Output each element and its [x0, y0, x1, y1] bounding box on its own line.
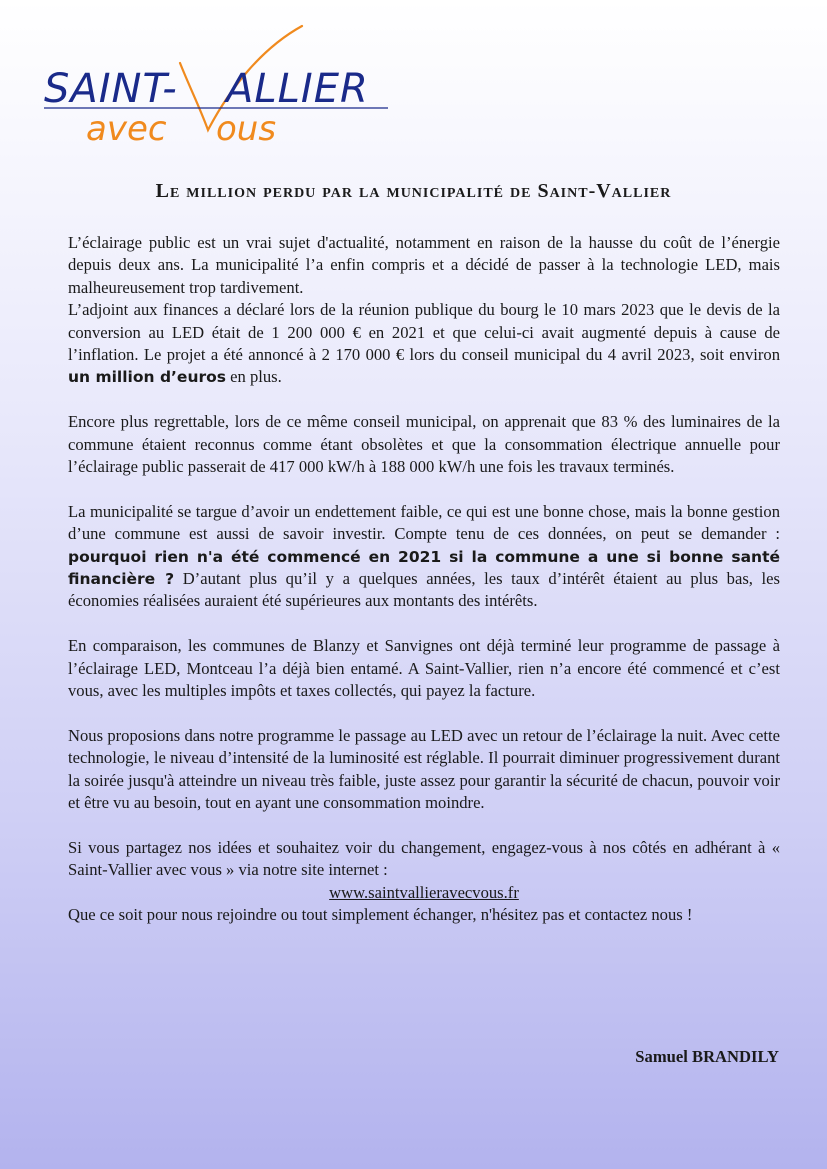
article-body [68, 232, 780, 927]
paragraph-2-bold: un million d’euros [68, 368, 226, 387]
paragraph-3: Encore plus regrettable, lors de ce même conseil municipal, on apprenait que 83 % des luminaires de la commune étaient reconnus comme étant obsolètes et que la consommation électrique annuelle pour l’éclairage public passerait de 417 000 kW/h à 188 000 kW/h une fois les travaux terminés. [68, 412, 780, 477]
paragraph-2 [68, 299, 780, 389]
logo-text-avec: avec [86, 109, 167, 149]
logo [40, 18, 400, 153]
website-link[interactable]: www.saintvallieravecvous.fr [329, 882, 519, 902]
logo-text-allier: ALLIER [226, 66, 369, 112]
paragraph-1: L’éclairage public est un vrai sujet d'actualité, notamment en raison de la hausse du coût de l’énergie depuis deux ans. La municipalité l’a enfin compris et a décidé de passer à la technologie LED, mais malheureusement trop tardivement. [68, 233, 780, 297]
page-title: Le million perdu par la municipalité de Saint-Vallier [155, 180, 672, 202]
paragraph-4-text-a: La municipalité se targue d’avoir un endettement faible, ce qui est une bonne chose, mais la bonne gestion d’une commune est aussi de savoir investir. Compte tenu de ces données, on peut se demander : [68, 501, 780, 544]
paragraph-8: Que ce soit pour nous rejoindre ou tout simplement échanger, n'hésitez pas et contactez nous ! [68, 905, 693, 925]
logo-text-saint: SAINT- [44, 66, 178, 112]
paragraph-6: Nous proposions dans notre programme le passage au LED avec un retour de l’éclairage la nuit. Avec cette technologie, le niveau d’intensité de la luminosité est réglable. Il pourrait diminuer progressivement durant la soirée jusqu'à atteindre un niveau très faible, juste assez pour garantir la sécurité de chacun, pouvoir voir et être vu au besoin, tout en ayant une consommation moindre. [68, 725, 780, 813]
signature: Samuel BRANDILY [635, 1047, 779, 1066]
paragraph-2-text-b: en plus. [226, 367, 282, 387]
logo-text-ous: ous [216, 109, 277, 149]
paragraph-4 [68, 501, 780, 613]
paragraph-5: En comparaison, les communes de Blanzy et Sanvignes ont déjà terminé leur programme de passage à l’éclairage LED, Montceau l’a déjà bien entamé. A Saint-Vallier, rien n’a encore été commencé et c’est vous, avec les multiples impôts et taxes collectés, qui payez la facture. [68, 636, 780, 701]
saint-vallier-avec-vous-logo [40, 18, 400, 153]
paragraph-4-bold: pourquoi rien n'a été commencé en 2021 si la commune a une si bonne santé financière ? [68, 547, 780, 589]
paragraph-7: Si vous partagez nos idées et souhaitez voir du changement, engagez-vous à nos côtés en adhérant à « Saint-Vallier avec vous » via notre site internet : [68, 837, 780, 880]
paragraph-2-text-a: L’adjoint aux finances a déclaré lors de la réunion publique du bourg le 10 mars 2023 que le devis de la conversion au LED était de 1 200 000 € en 2021 et que celui-ci avait augmenté depuis à cause de l’inflation. Le projet a été annoncé à 2 170 000 € lors du conseil municipal du 4 avril 2023, soit environ [68, 300, 780, 365]
paragraph-4-text-b: D’autant plus qu’il y a quelques années, les taux d’intérêt étaient au plus bas, les économies réalisées auraient été supérieures aux montants des intérêts. [68, 569, 780, 611]
